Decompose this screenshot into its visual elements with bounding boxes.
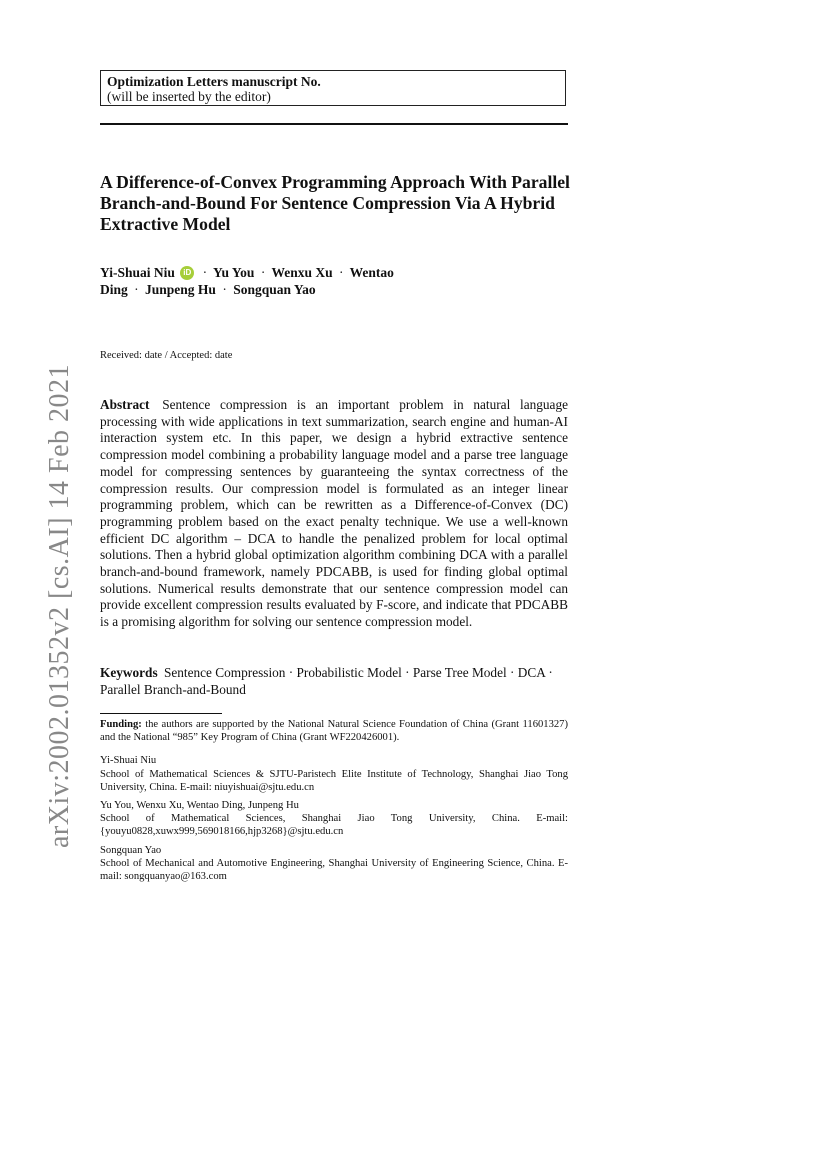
arxiv-stamp: arXiv:2002.01352v2 [cs.AI] 14 Feb 2021 bbox=[44, 363, 75, 848]
affiliation-block bbox=[100, 844, 568, 884]
received-date: Received: date / Accepted: date bbox=[100, 350, 233, 361]
author-name: Yu You bbox=[213, 265, 255, 280]
author-name: Songquan Yao bbox=[233, 282, 316, 297]
orcid-icon[interactable]: iD bbox=[180, 266, 194, 280]
author-separator: · bbox=[202, 265, 208, 280]
header-rule bbox=[100, 123, 568, 125]
author-name: Wentao Ding bbox=[100, 265, 394, 297]
affiliation-name: Songquan Yao bbox=[100, 844, 162, 856]
abstract bbox=[100, 397, 568, 631]
affiliation-name: Yi-Shuai Niu bbox=[100, 755, 157, 767]
funding-text: the authors are supported by the National Natural Science Foundation of China (Grant 11601327) and the National “985” Key Program of China (Grant WF220426001). bbox=[100, 719, 568, 744]
affiliation-text: School of Mathematical Sciences, Shanghai Jiao Tong University, China. E-mail: {youyu0828,xuwx999,569018166,hjp3268}@sjtu.edu.cn bbox=[100, 813, 568, 838]
funding-note bbox=[100, 718, 568, 744]
affiliation-text: School of Mechanical and Automotive Engineering, Shanghai University of Engineering Science, China. E-mail: songquanyao@163.com bbox=[100, 857, 568, 883]
keywords-label: Keywords bbox=[100, 665, 158, 680]
abstract-text: Sentence compression is an important problem in natural language processing with wide applications in text summarization, search engine and human-AI interaction system etc. In this paper, we design a hybrid extractive sentence compression model combining a probability language model and a parse tree language model for compressing sentences by guaranteeing the syntax correctness of the compression results. Our compression model is formulated as an integer linear programming problem, which can be rewritten as a Difference-of-Convex (DC) programming problem based on the exact penalty technique. We use a well-known efficient DC algorithm – DCA to handle the penalized problem for local optimal solutions. Then a hybrid global optimization algorithm combining DCA with a parallel branch-and-bound framework, namely PDCABB, is used for finding global optimal solutions. Numerical results demonstrate that our sentence compression model can provide excellent compression results evaluated by F-score, and indicate that PDCABB is a promising algorithm for solving our sentence compression model. bbox=[100, 397, 569, 630]
author-separator: · bbox=[222, 282, 227, 297]
keywords bbox=[100, 664, 568, 698]
affiliation-text: School of Mathematical Sciences & SJTU-Paristech Elite Institute of Technology, Shanghai Jiao Tong University, China. E-mail: niuyishuai@sjtu.edu.cn bbox=[100, 768, 568, 793]
affiliation-block bbox=[100, 799, 568, 839]
journal-manuscript-label: Optimization Letters manuscript No. bbox=[107, 74, 321, 89]
affiliation-block bbox=[100, 754, 568, 794]
editor-note-box bbox=[100, 70, 566, 106]
footnotes bbox=[100, 718, 568, 888]
editor-note: (will be inserted by the editor) bbox=[107, 89, 271, 104]
funding-label: Funding: bbox=[100, 719, 142, 730]
author-list bbox=[100, 264, 420, 298]
keywords-text: Sentence Compression · Probabilistic Model · Parse Tree Model · DCA · Parallel Branch-and-Bound bbox=[100, 665, 553, 697]
author-name: Junpeng Hu bbox=[145, 282, 216, 297]
author-separator: · bbox=[260, 265, 266, 280]
paper-title: A Difference-of-Convex Programming Approach With Parallel Branch-and-Bound For Sentence Compression Via A Hybrid Extractive Model bbox=[100, 172, 570, 234]
footnote-rule bbox=[100, 713, 222, 714]
author-name: Yi-Shuai Niu bbox=[100, 265, 175, 280]
affiliation-name: Yu You, Wenxu Xu, Wentao Ding, Junpeng Hu bbox=[100, 800, 299, 812]
author-separator: · bbox=[134, 282, 139, 297]
author-name: Wenxu Xu bbox=[271, 265, 333, 280]
author-separator: · bbox=[338, 265, 344, 280]
abstract-label: Abstract bbox=[100, 397, 150, 412]
